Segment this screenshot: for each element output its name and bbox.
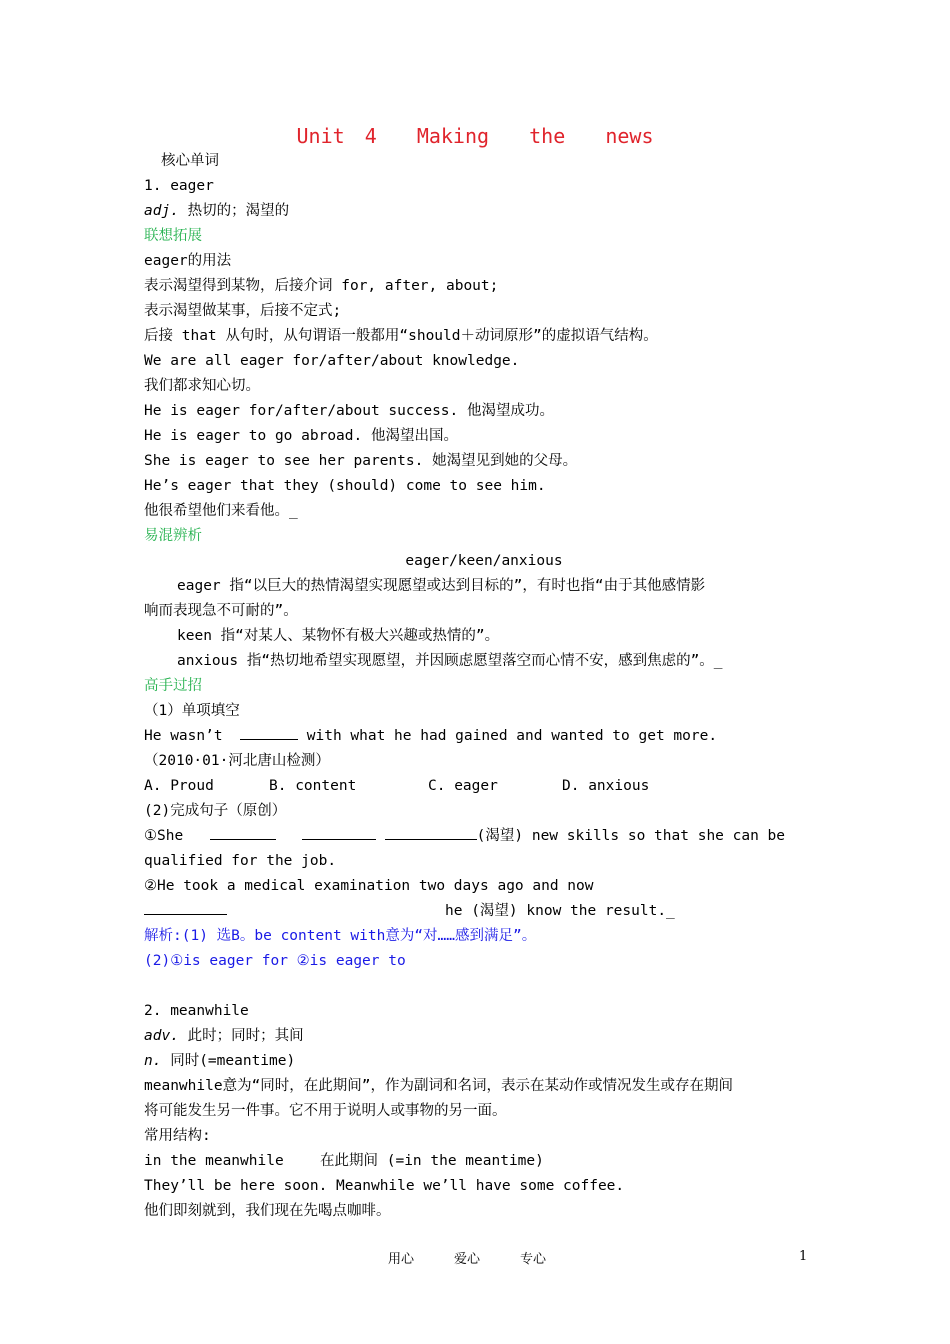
example-2: He is eager for/after/about success. 他渴望成功。 [144, 403, 554, 419]
usage-line-1: 表示渴望得到某物，后接介词 for, after, about; [144, 278, 499, 294]
example-5-translation: 他很希望他们来看他。_ [144, 503, 298, 519]
option-d: D. anxious [562, 778, 650, 794]
structure-meaning: 在此期间 (=in the meantime) [320, 1153, 544, 1169]
question-2b-part: he (渴望) know the result._ [445, 903, 675, 919]
answer-blank [210, 824, 276, 840]
question-2a-line-1 [144, 824, 824, 849]
example-1-translation: 我们都求知心切。 [144, 378, 260, 394]
pos-label: adv. [144, 1028, 179, 1044]
example-1: We are all eager for/after/about knowledge. [144, 353, 520, 369]
pos-label: n. [144, 1053, 162, 1069]
question-1-part-b: with what he had gained and wanted to get more. [298, 728, 718, 744]
word-1-definition [144, 199, 824, 224]
option-b: B. content [269, 778, 357, 794]
question-1-options [144, 774, 824, 799]
comparison-anxious: anxious 指“热切地希望实现愿望，并因顾虑愿望落空而心情不安，感到焦虑的”。_ [177, 653, 723, 669]
definition-text: 此时；同时；其间 [178, 1028, 304, 1044]
answer-explanation-2: (2)①is eager for ②is eager to [144, 953, 406, 969]
common-structures-heading: 常用结构: [144, 1128, 211, 1144]
core-words-heading: 核心单词 [161, 153, 219, 169]
pos-label: adj. [144, 203, 179, 219]
page-title: Unit 4 Making the news [296, 124, 654, 148]
answer-blank [144, 899, 227, 915]
definition-text: 同时(=meantime) [161, 1053, 296, 1069]
usage-line-2: 表示渴望做某事，后接不定式; [144, 303, 342, 319]
word-2-noun [144, 1049, 824, 1074]
definition-text: 热切的；渴望的 [178, 203, 290, 219]
question-2a-line-2: qualified for the job. [144, 853, 337, 869]
footer-text-3: 专心 [520, 1252, 547, 1267]
answer-blank [302, 824, 376, 840]
footer-text-2: 爱心 [454, 1252, 481, 1267]
option-a: A. Proud [144, 778, 214, 794]
question-2b-line-1: ②He took a medical examination two days ago and now [144, 878, 594, 894]
answer-blank [385, 824, 477, 840]
example-6: They’ll be here soon. Meanwhile we’ll have some coffee. [144, 1178, 625, 1194]
example-5: He’s eager that they (should) come to see him. [144, 478, 546, 494]
word-2-heading: 2. meanwhile [144, 1003, 249, 1019]
example-6-translation: 他们即刻就到，我们现在先喝点咖啡。 [144, 1203, 391, 1219]
comparison-heading: eager/keen/anxious [405, 553, 563, 569]
page-footer [388, 1248, 586, 1267]
usage-line-3: 后接 that 从句时，从句谓语一般都用“should＋动词原形”的虚拟语气结构。 [144, 328, 658, 344]
section-heading-confusion: 易混辨析 [144, 528, 202, 544]
answer-blank [240, 724, 298, 740]
comparison-eager-1: eager 指“以巨大的热情渴望实现愿望或达到目标的”，有时也指“由于其他感情影 [177, 578, 706, 594]
question-2a-part-b: (渴望) new skills so that she can be [476, 828, 786, 844]
comparison-eager-2: 响而表现急不可耐的”。 [144, 603, 298, 619]
question-2b-line-2 [144, 899, 824, 924]
page-number: 1 [799, 1249, 808, 1264]
document-body [144, 149, 824, 1224]
section-heading-practice: 高手过招 [144, 678, 202, 694]
question-2a-part-a: ①She [144, 828, 201, 844]
question-1-source: （2010·01·河北唐山检测） [144, 753, 330, 769]
word-2-adverb [144, 1024, 824, 1049]
question-2-heading: (2)完成句子（原创） [144, 803, 287, 819]
option-c: C. eager [428, 778, 498, 794]
section-heading-association: 联想拓展 [144, 228, 202, 244]
example-4: She is eager to see her parents. 她渴望见到她的父母。 [144, 453, 578, 469]
word-2-description-2: 将可能发生另一件事。它不用于说明人或事物的另一面。 [144, 1103, 507, 1119]
comparison-keen: keen 指“对某人、某物怀有极大兴趣或热情的”。 [177, 628, 500, 644]
example-3: He is eager to go abroad. 他渴望出国。 [144, 428, 458, 444]
word-1-heading: 1. eager [144, 178, 214, 194]
footer-text-1: 用心 [388, 1252, 415, 1267]
usage-heading: eager的用法 [144, 253, 232, 269]
question-1-part-a: He wasn’t [144, 728, 241, 744]
structure-phrase: in the meanwhile [144, 1153, 284, 1169]
answer-explanation-1: 解析:(1) 选B。be content with意为“对……感到满足”。 [144, 928, 537, 944]
question-1-heading: （1）单项填空 [144, 703, 240, 719]
word-2-description-1: meanwhile意为“同时，在此期间”，作为副词和名词，表示在某动作或情况发生或存在期间 [144, 1078, 734, 1094]
blank-line [144, 974, 824, 999]
structure-1 [144, 1149, 824, 1174]
question-1-text [144, 724, 824, 749]
